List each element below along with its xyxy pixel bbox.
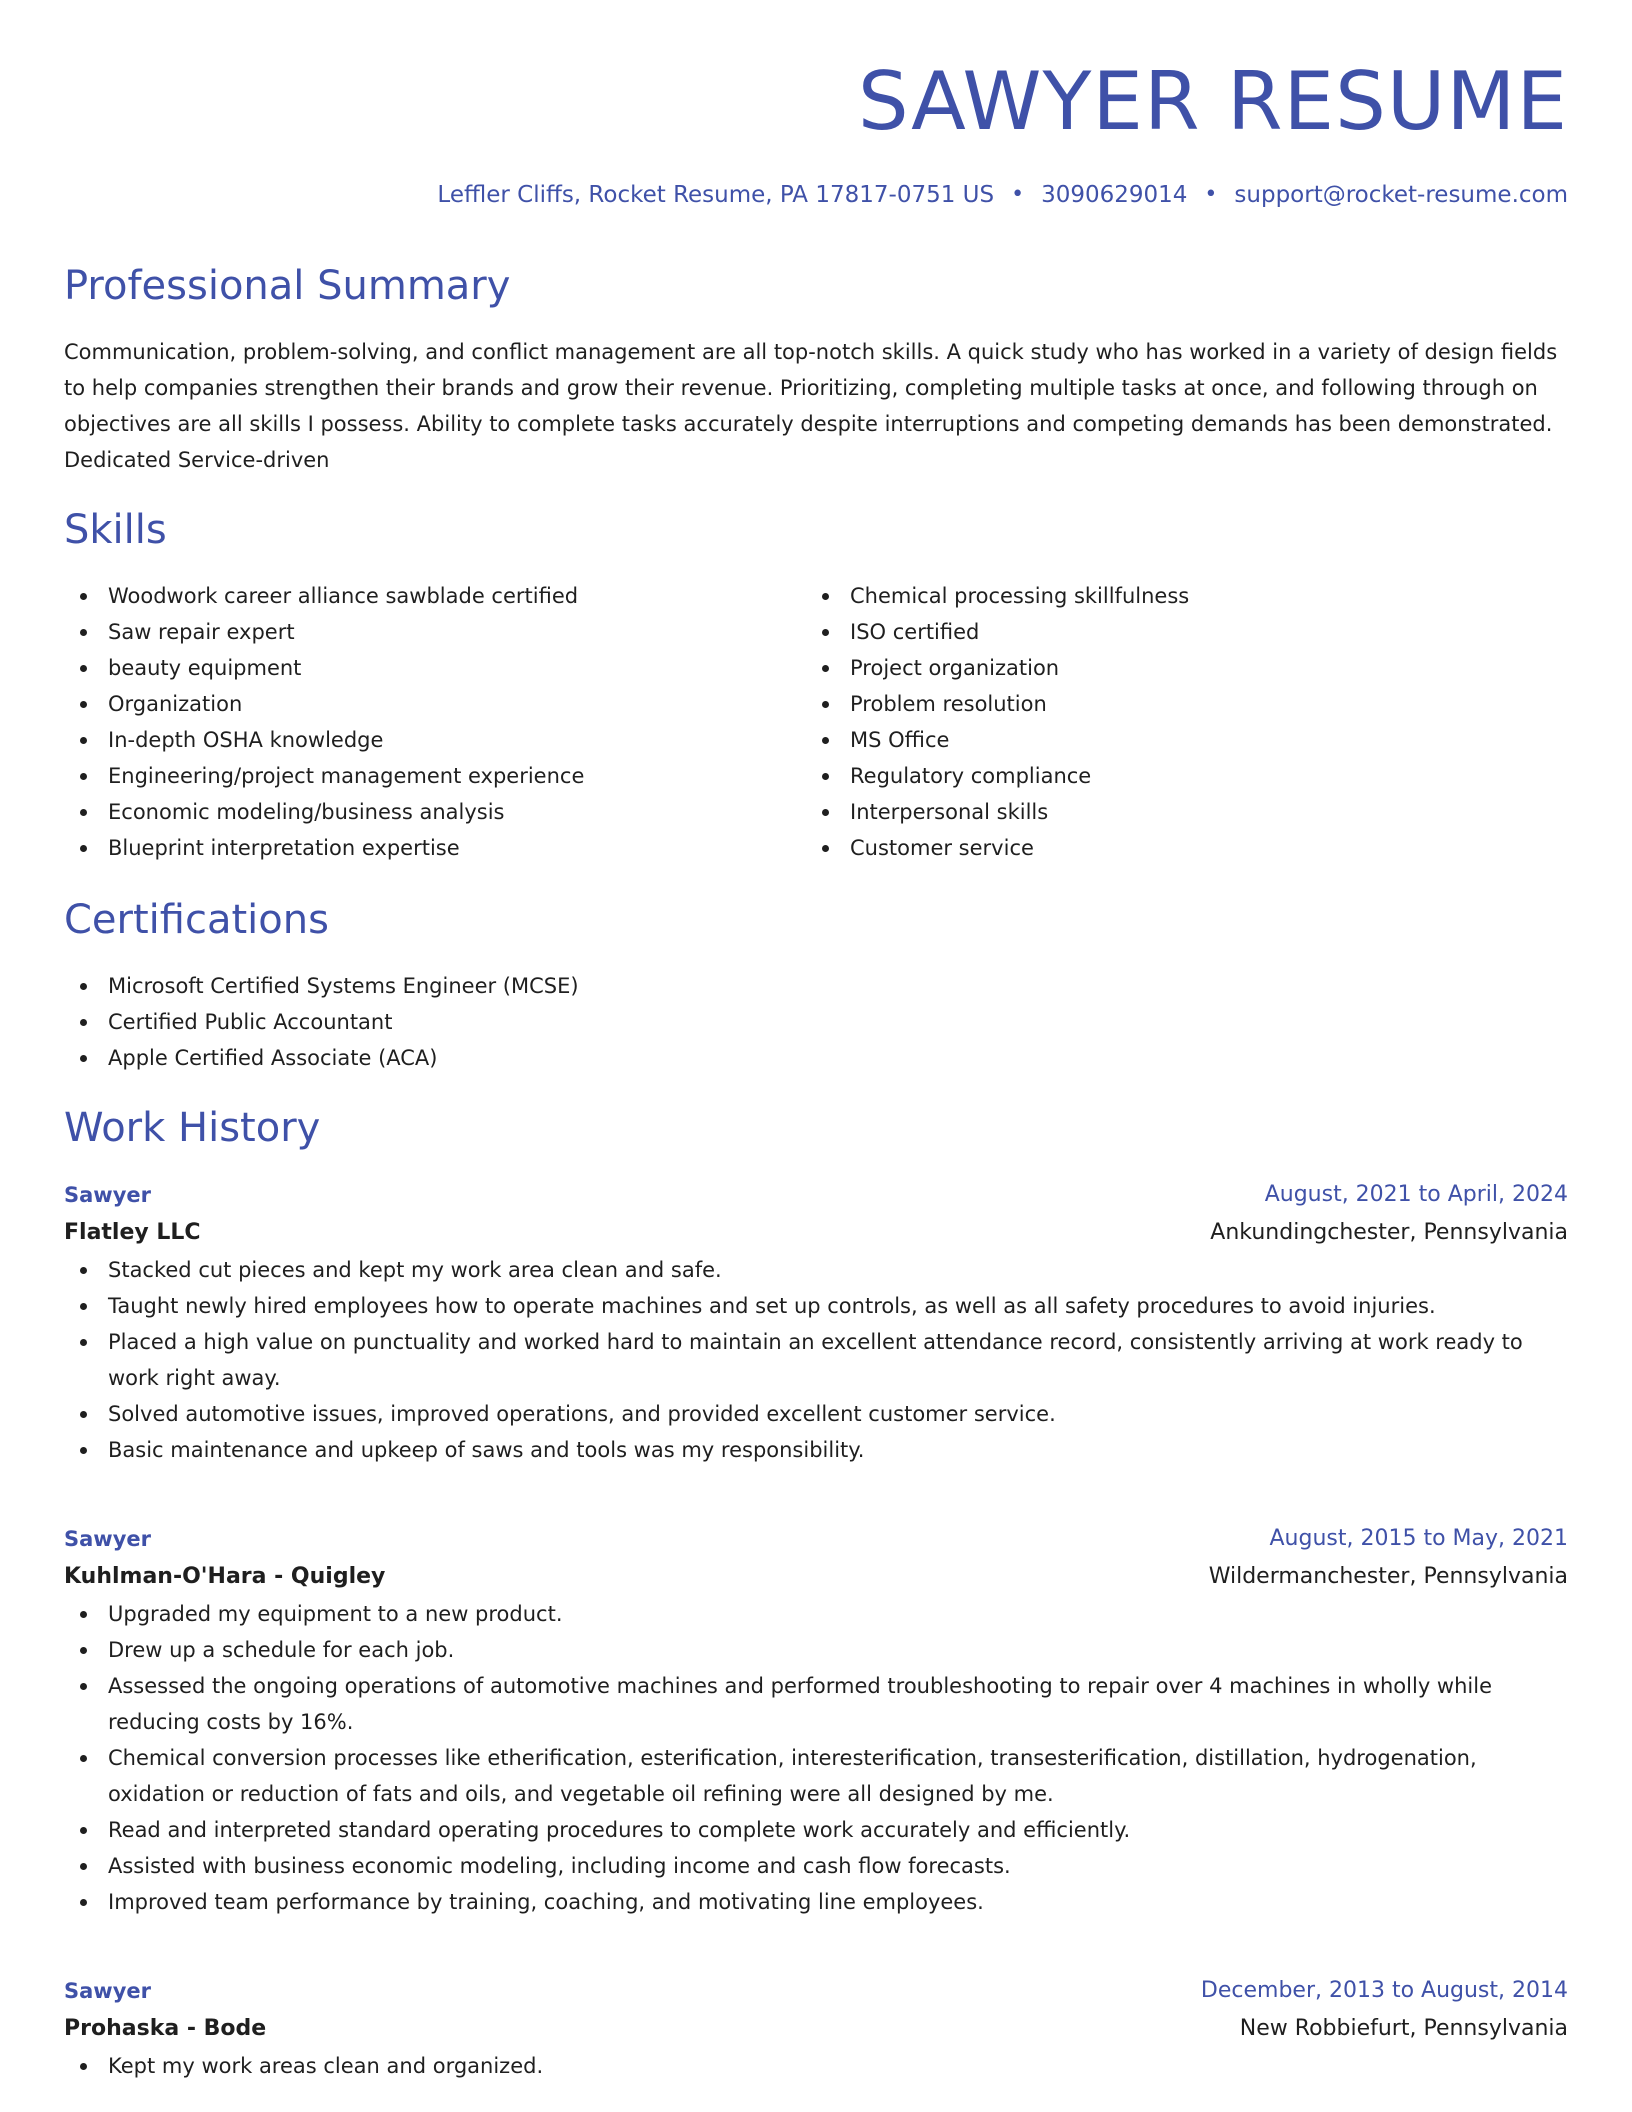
job-location: New Robbiefurt, Pennsylvania [1239,2016,1568,2041]
summary-text: Communication, problem-solving, and conflict management are all top-notch skills. A quick study who has worked in a variety of design fields to help companies strengthen their brands and grow their revenue. Prioritizing, completing multiple tasks at once, and following through on objectives are all skills I possess. Ability to complete tasks accurately despite interruptions and competing demands has been demonstrated. Dedicated Service-driven [64,340,1558,472]
job-company: Kuhlman-O'Hara - Quigley [64,1564,386,1589]
certification-item: Certified Public Accountant [64,1004,1064,1040]
contact-address: Leffler Cliffs, Rocket Resume, PA 17817-0751 US [437,182,995,208]
job-bullet-list [64,1252,1544,1468]
job-bullet: Read and interpreted standard operating procedures to complete work accurately and efficiently. [64,1812,1544,1848]
job-entry [64,1176,1568,1468]
contact-separator: • [1011,182,1025,207]
certifications-heading: Certifications [64,897,329,943]
job-company: Prohaska - Bode [64,2016,267,2041]
skill-item: Organization [64,686,764,722]
skill-item: MS Office [806,722,1506,758]
job-bullet-list [64,1596,1544,1920]
contact-phone[interactable]: 3090629014 [1041,182,1188,208]
job-bullet: Assisted with business economic modeling, including income and cash flow forecasts. [64,1848,1544,1884]
job-location: Wildermanchester, Pennsylvania [1208,1564,1568,1589]
job-entry [64,1520,1568,1920]
job-bullet: Chemical conversion processes like etherification, esterification, interesterification, transesterification, distillation, hydrogenation, oxidation or reduction of fats and oils, and vegetable oil refining were all designed by me. [64,1740,1544,1812]
skill-item: Blueprint interpretation expertise [64,830,764,866]
job-dates: December, 2013 to August, 2014 [1200,1978,1568,2003]
work-history-heading: Work History [64,1105,321,1151]
skill-item: Project organization [806,650,1506,686]
skill-item: Interpersonal skills [806,794,1506,830]
skill-item: Economic modeling/business analysis [64,794,764,830]
job-bullet-list [64,2048,1544,2084]
skill-item: Problem resolution [806,686,1506,722]
summary-heading: Professional Summary [64,263,511,309]
job-bullet: Assessed the ongoing operations of automotive machines and performed troubleshooting to repair over 4 machines in wholly while reducing costs by 16%. [64,1668,1544,1740]
job-bullet: Improved team performance by training, coaching, and motivating line employees. [64,1884,1544,1920]
skill-item: Woodwork career alliance sawblade certified [64,578,764,614]
resume-name: SAWYER RESUME [857,55,1568,148]
job-location: Ankundingchester, Pennsylvania [1210,1220,1568,1245]
job-bullet: Taught newly hired employees how to operate machines and set up controls, as well as all safety procedures to avoid injuries. [64,1288,1544,1324]
job-bullet: Kept my work areas clean and organized. [64,2048,1544,2084]
job-bullet: Placed a high value on punctuality and worked hard to maintain an excellent attendance record, consistently arriving at work ready to work right away. [64,1324,1544,1396]
skill-item: Customer service [806,830,1506,866]
certification-item: Apple Certified Associate (ACA) [64,1040,1064,1076]
skill-item: Saw repair expert [64,614,764,650]
skill-item: In-depth OSHA knowledge [64,722,764,758]
job-bullet: Basic maintenance and upkeep of saws and tools was my responsibility. [64,1432,1544,1468]
job-dates: August, 2015 to May, 2021 [1269,1526,1568,1551]
certifications-list [64,968,1064,1076]
contact-line [437,180,1568,210]
skill-item: beauty equipment [64,650,764,686]
job-bullet: Drew up a schedule for each job. [64,1632,1544,1668]
contact-separator: • [1204,182,1218,207]
job-entry [64,1972,1568,2084]
skill-item: Engineering/project management experience [64,758,764,794]
job-dates: August, 2021 to April, 2024 [1264,1182,1568,1207]
job-title: Sawyer [64,1979,151,2003]
job-title: Sawyer [64,1183,151,1207]
job-bullet: Stacked cut pieces and kept my work area clean and safe. [64,1252,1544,1288]
skills-list-right [806,578,1506,866]
skills-heading: Skills [64,507,167,553]
job-company: Flatley LLC [64,1220,201,1245]
skill-item: Regulatory compliance [806,758,1506,794]
job-bullet: Solved automotive issues, improved operations, and provided excellent customer service. [64,1396,1544,1432]
skills-list-left [64,578,764,866]
certification-item: Microsoft Certified Systems Engineer (MCSE) [64,968,1064,1004]
job-title: Sawyer [64,1527,151,1551]
contact-email[interactable]: support@rocket-resume.com [1234,182,1568,208]
job-bullet: Upgraded my equipment to a new product. [64,1596,1544,1632]
skill-item: Chemical processing skillfulness [806,578,1506,614]
skill-item: ISO certified [806,614,1506,650]
